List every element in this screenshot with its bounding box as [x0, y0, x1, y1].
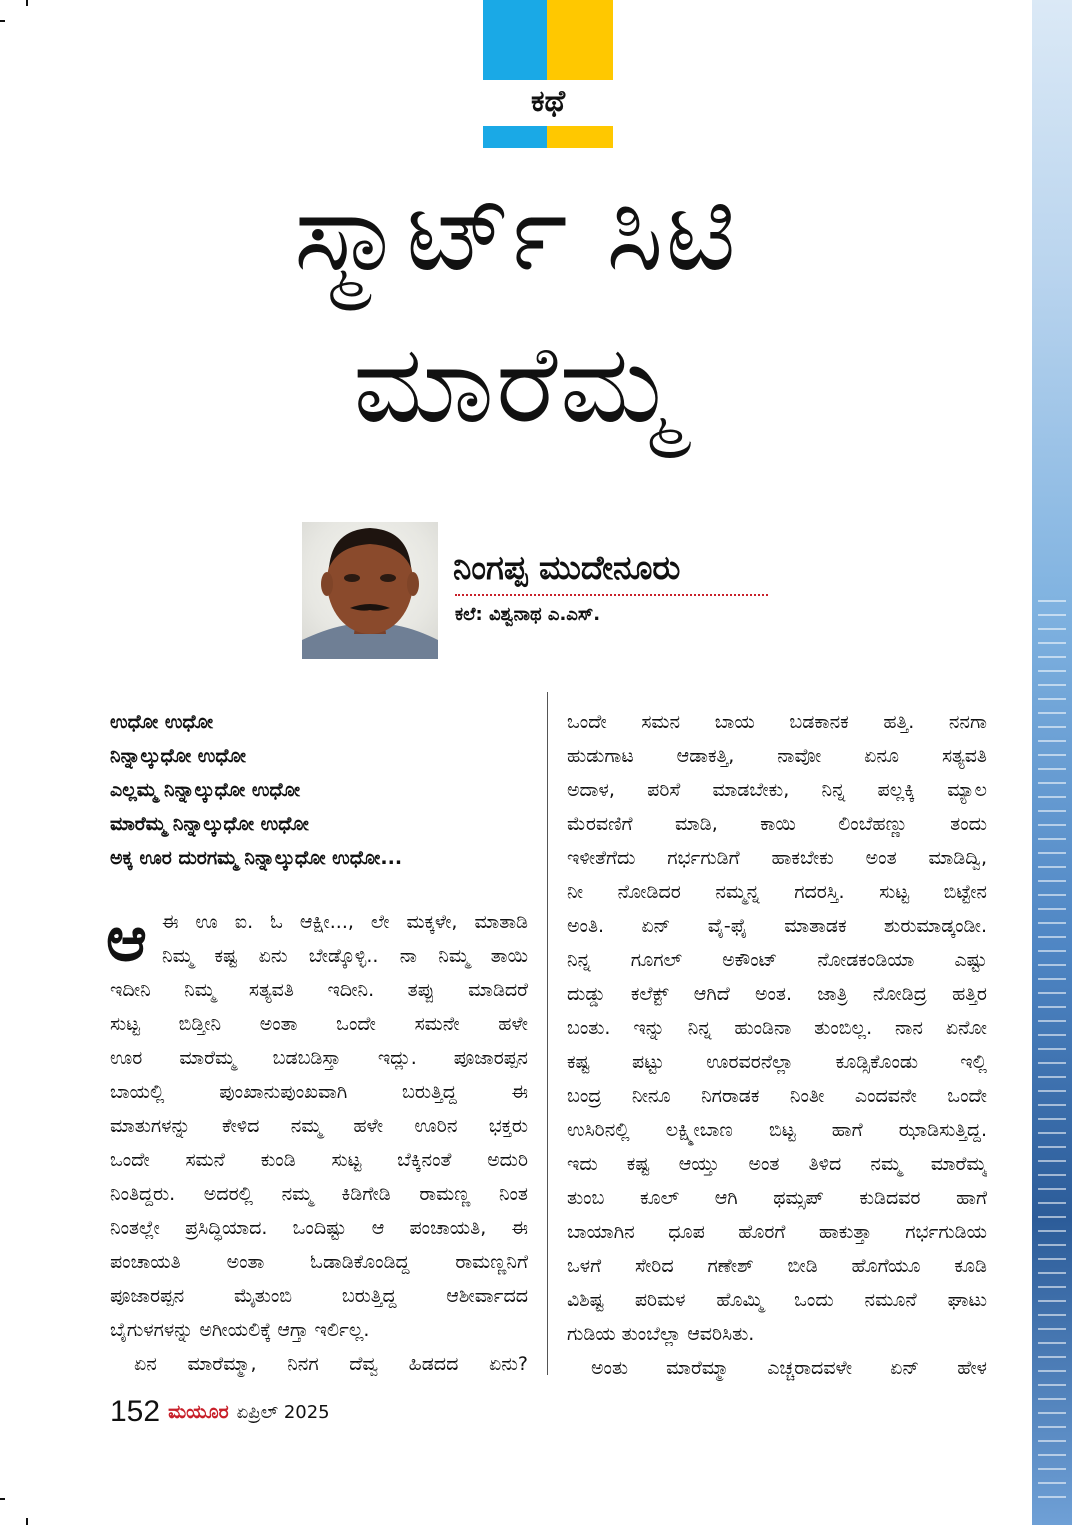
building-window: [1038, 1468, 1066, 1470]
building-window: [1038, 712, 1066, 714]
building-window: [1038, 740, 1066, 742]
building-window: [1038, 628, 1066, 630]
building-window: [1038, 964, 1066, 966]
building-window: [1038, 922, 1066, 924]
body-line: ಬಂತು. ಇನ್ನು ನಿನ್ನ ಹುಂಡಿನಾ ತುಂಬಿಲ್ಲ. ನಾನ ಏನೋ: [567, 1017, 987, 1039]
building-window: [1038, 992, 1066, 994]
building-window: [1038, 1216, 1066, 1218]
building-window: [1038, 1440, 1066, 1442]
poem-line: ಮಾರೆಮ್ಮ ನಿನ್ನಾಲ್ಕುಧೋ ಉಧೋ: [110, 813, 309, 835]
body-line: ದುಡ್ಡು ಕಲೆಕ್ಟ್ ಆಗಿದೆ ಅಂತ. ಜಾತ್ರಿ ನೋಡಿದ್ರ ಹತ್ತಿರ: [567, 983, 987, 1005]
building-window: [1038, 1006, 1066, 1008]
building-window: [1038, 1482, 1066, 1484]
magazine-logo: ಮಯೂರ: [168, 1401, 229, 1423]
building-window: [1038, 1454, 1066, 1456]
building-window: [1038, 670, 1066, 672]
crop-mark: [0, 1498, 5, 1500]
body-line: ನೀ ನೋಡಿದರ ನಮ್ಮನ್ನ ಗದರಸ್ತಿ. ಸುಟ್ಟ ಬಿಟ್ಟೇನ: [567, 881, 987, 903]
author-underline: [455, 594, 768, 596]
building-window: [1038, 1160, 1066, 1162]
body-line: ಉಸಿರಿನಲ್ಲಿ ಲಕ್ಷ್ಮೀಬಾಣ ಬಿಟ್ಟ ಹಾಗೆ ಝಾಡಿಸುತ್ತಿದ್ದ.: [567, 1119, 987, 1141]
body-column-left: [106, 902, 528, 1381]
poem-line: ನಿನ್ನಾಲ್ಕುಧೋ ಉಧೋ: [110, 745, 247, 767]
building-window: [1038, 796, 1066, 798]
body-line: ಕಷ್ಟ ಪಟ್ಟು ಊರವರನೆಲ್ಲಾ ಕೂಡ್ಸಿಕೊಂಡು ಇಲ್ಲಿ: [567, 1051, 987, 1073]
building-window: [1038, 1398, 1066, 1400]
crop-mark: [26, 0, 28, 6]
poem-line: ಅಕ್ಕ ಊರ ದುರಗಮ್ಮ ನಿನ್ನಾಲ್ಕುಧೋ ಉಧೋ...: [110, 847, 403, 869]
body-line: ವಿಶಿಷ್ಟ ಪರಿಮಳ ಹೊಮ್ಮಿ ಒಂದು ನಮೂನೆ ಘಾಟು: [567, 1289, 987, 1311]
building-window: [1038, 726, 1066, 728]
body-line: ತುಂಬ ಕೂಲ್ ಆಗಿ ಥಮ್ಸಪ್ ಕುಡಿದವರ ಹಾಗೆ: [567, 1187, 987, 1209]
building-window: [1038, 1132, 1066, 1134]
building-window: [1038, 1258, 1066, 1260]
building-window: [1038, 1090, 1066, 1092]
building-window: [1038, 642, 1066, 644]
body-line: ಇದು ಕಷ್ಟ ಆಯ್ತು ಅಂತ ತಿಳಿದ ನಮ್ಮ ಮಾರೆಮ್ಮ: [567, 1153, 987, 1175]
building-window: [1038, 908, 1066, 910]
body-line: ಪಂಚಾಯತಿ ಅಂತಾ ಓಡಾಡಿಕೊಂಡಿದ್ದ ರಾಮಣ್ಣನಿಗೆ: [110, 1251, 528, 1273]
crop-mark: [26, 1518, 28, 1525]
body-column-right: [567, 705, 987, 1385]
building-window: [1038, 824, 1066, 826]
building-window: [1038, 1272, 1066, 1274]
body-line: ಊರ ಮಾರೆಮ್ಮ ಬಡಬಡಿಸ್ತಾ ಇದ್ಲು. ಪೂಜಾರಪ್ಪನ: [110, 1047, 528, 1069]
section-badge-top: [483, 0, 613, 80]
page-footer: [110, 1392, 330, 1432]
building-window: [1038, 656, 1066, 658]
building-window: [1038, 1188, 1066, 1190]
body-line: ನಿಂತಿದ್ದರು. ಅದರಲ್ಲಿ ನಮ್ಮ ಕಿಡಿಗೇಡಿ ರಾಮಣ್ಣ ನಿಂತ: [110, 1183, 528, 1205]
opening-poem: [110, 705, 540, 875]
building-window: [1038, 866, 1066, 868]
building-window: [1038, 684, 1066, 686]
body-line: ಒಂದೇ ಸಮನ ಬಾಯ ಬಡಕಾನಕ ಹತ್ತಿ. ನನಗಾ: [567, 711, 987, 733]
building-window: [1038, 1244, 1066, 1246]
section-badge-bottom: [483, 126, 613, 148]
building-window: [1038, 1370, 1066, 1372]
body-line: ಬಾಯಾಗಿನ ಧೂಪ ಹೊರಗೆ ಹಾಕುತ್ತಾ ಗರ್ಭಗುಡಿಯ: [567, 1221, 987, 1243]
body-line: ಈ ಊ ಐ. ಓ ಆಕ್ಷೀ..., ಲೇ ಮಕ್ಕಳೇ, ಮಾತಾಡಿ: [162, 911, 528, 933]
author-name: ನಿಂಗಪ್ಪ ಮುದೇನೂರು: [453, 548, 681, 587]
body-line: ಬೈಗುಳಗಳನ್ನು ಅಗೀಯಲಿಕ್ಕೆ ಆಗ್ತಾ ಇರ್ಲಿಲ್ಲ.: [110, 1319, 370, 1341]
building-window: [1038, 880, 1066, 882]
building-window: [1038, 1104, 1066, 1106]
building-window: [1038, 1174, 1066, 1176]
building-window: [1038, 1314, 1066, 1316]
building-window: [1038, 768, 1066, 770]
building-window: [1038, 1118, 1066, 1120]
body-line: ಪೂಜಾರಪ್ಪನ ಮೈತುಂಬಿ ಬರುತ್ತಿದ್ದ ಆಶೀರ್ವಾದದ: [110, 1285, 528, 1307]
article-title-line-2: ಮಾರೆಮ್ಮ: [353, 322, 679, 447]
building-window: [1038, 1034, 1066, 1036]
city-decoration-strip: [1032, 0, 1072, 1525]
body-line: ಬಂದ್ರ ನೀನೂ ನಿಗರಾಡಕ ನಿಂತೀ ಎಂದವನೇ ಒಂದೇ: [567, 1085, 987, 1107]
poem-line: ಎಲ್ಲಮ್ಮ ನಿನ್ನಾಲ್ಕುಧೋ ಉಧೋ: [110, 779, 301, 801]
body-line: ಅಂತು ಮಾರೆಮ್ಮಾ ಎಚ್ಚರಾದವಳೇ ಏನ್ ಹೇಳ: [591, 1357, 987, 1379]
body-line: ಇದೀನಿ ನಿಮ್ಮ ಸತ್ಯವತಿ ಇದೀನಿ. ತಪ್ಪು ಮಾಡಿದರೆ: [110, 979, 528, 1001]
body-line: ನಿನ್ನ ಗೂಗಲ್ ಅಕೌಂಟ್ ನೋಡಕಂಡಿಯಾ ಎಷ್ಟು: [567, 949, 987, 971]
building-window: [1038, 810, 1066, 812]
building-window: [1038, 936, 1066, 938]
crop-mark: [0, 20, 5, 22]
building-window: [1038, 1426, 1066, 1428]
building-window: [1038, 1496, 1066, 1498]
building-window: [1038, 894, 1066, 896]
section-label: ಕಥೆ: [530, 84, 566, 119]
column-divider: [547, 692, 548, 1375]
building-window: [1038, 1062, 1066, 1064]
building-window: [1038, 600, 1066, 602]
body-line: ಒಳಗೆ ಸೇರಿದ ಗಣೇಶ್ ಬೀಡಿ ಹೊಗೆಯೂ ಕೂಡಿ: [567, 1255, 987, 1277]
body-line: ಏನ ಮಾರೆಮ್ಮಾ, ನಿನಗ ದೆವ್ವ ಹಿಡದದ ಏನು?: [134, 1353, 528, 1375]
author-photo: [302, 522, 438, 659]
body-line: ನಿಂತಲ್ಲೇ ಪ್ರಸಿದ್ಧಿಯಾದ. ಒಂದಿಷ್ಟು ಆ ಪಂಚಾಯತಿ, ಈ: [110, 1217, 528, 1239]
building-window: [1038, 1230, 1066, 1232]
body-line: ಅದಾಳ, ಪರಿಸೆ ಮಾಡಬೇಕು, ನಿನ್ನ ಪಲ್ಲಕ್ಕಿ ಮ್ಯಾಲ: [567, 779, 987, 801]
building-window: [1038, 1300, 1066, 1302]
illustration-credit: ಕಲೆ: ವಿಶ್ವನಾಥ ಎ.ಎಸ್.: [455, 604, 601, 625]
body-line: ನಿಮ್ಮ ಕಷ್ಟ ಏನು ಬೇಡ್ಕೊಳ್ಳಿ.. ನಾ ನಿಮ್ಮ ತಾಯಿ: [162, 945, 528, 967]
building-window: [1038, 614, 1066, 616]
building-window: [1038, 1328, 1066, 1330]
building-window: [1038, 852, 1066, 854]
page-number: 152: [110, 1395, 161, 1428]
building-window: [1038, 978, 1066, 980]
building-window: [1038, 1412, 1066, 1414]
building-window: [1038, 1146, 1066, 1148]
body-line: ಹುಡುಗಾಟ ಆಡಾಕತ್ತಿ, ನಾವೋ ಏನೂ ಸತ್ಯವತಿ: [567, 745, 987, 767]
building-window: [1038, 782, 1066, 784]
building-window: [1038, 1048, 1066, 1050]
body-line: ಒಂದೇ ಸಮನೆ ಕುಂಡಿ ಸುಟ್ಟ ಬೆಕ್ಕಿನಂತೆ ಅದುರಿ: [110, 1149, 528, 1171]
body-line: ಬಾಯಲ್ಲಿ ಪುಂಖಾನುಪುಂಖವಾಗಿ ಬರುತ್ತಿದ್ದ ಈ: [110, 1081, 528, 1103]
body-line: ಮೆರವಣಿಗೆ ಮಾಡಿ, ಕಾಯಿ ಲಿಂಬೆಹಣ್ಣು ತಂದು: [567, 813, 987, 835]
building-window: [1038, 838, 1066, 840]
drop-cap: ಆ: [106, 902, 147, 975]
building-window: [1038, 1342, 1066, 1344]
body-line: ಗುಡಿಯ ತುಂಬೆಲ್ಲಾ ಆವರಿಸಿತು.: [567, 1323, 755, 1345]
building-window: [1038, 698, 1066, 700]
body-line: ಅಂತಿ. ಏನ್ ವೈ-ಫೈ ಮಾತಾಡಕ ಶುರುಮಾಡ್ಕಂಡೀ.: [567, 915, 987, 937]
building-window: [1038, 1356, 1066, 1358]
body-line: ಸುಟ್ಟ ಬಿಡ್ತೀನಿ ಅಂತಾ ಒಂದೇ ಸಮನೇ ಹಳೇ: [110, 1013, 528, 1035]
building-window: [1038, 1384, 1066, 1386]
poem-line: ಉಧೋ ಉಧೋ: [110, 711, 214, 733]
building-window: [1038, 950, 1066, 952]
building-window: [1038, 1020, 1066, 1022]
building-window: [1038, 1202, 1066, 1204]
building-window: [1038, 754, 1066, 756]
building-window: [1038, 1076, 1066, 1078]
article-title-line-1: ಸ್ಮಾರ್ಟ್ ಸಿಟಿ: [293, 170, 739, 295]
issue-date: ಏಪ್ರಿಲ್ 2025: [236, 1401, 330, 1423]
body-line: ಇಳೀತೆಗೆದು ಗರ್ಭಗುಡಿಗೆ ಹಾಕಬೇಕು ಅಂತ ಮಾಡಿದ್ವಿ,: [567, 847, 987, 869]
body-line: ಮಾತುಗಳನ್ನು ಕೇಳಿದ ನಮ್ಮ ಹಳೇ ಊರಿನ ಭಕ್ತರು: [110, 1115, 528, 1137]
building-window: [1038, 1286, 1066, 1288]
